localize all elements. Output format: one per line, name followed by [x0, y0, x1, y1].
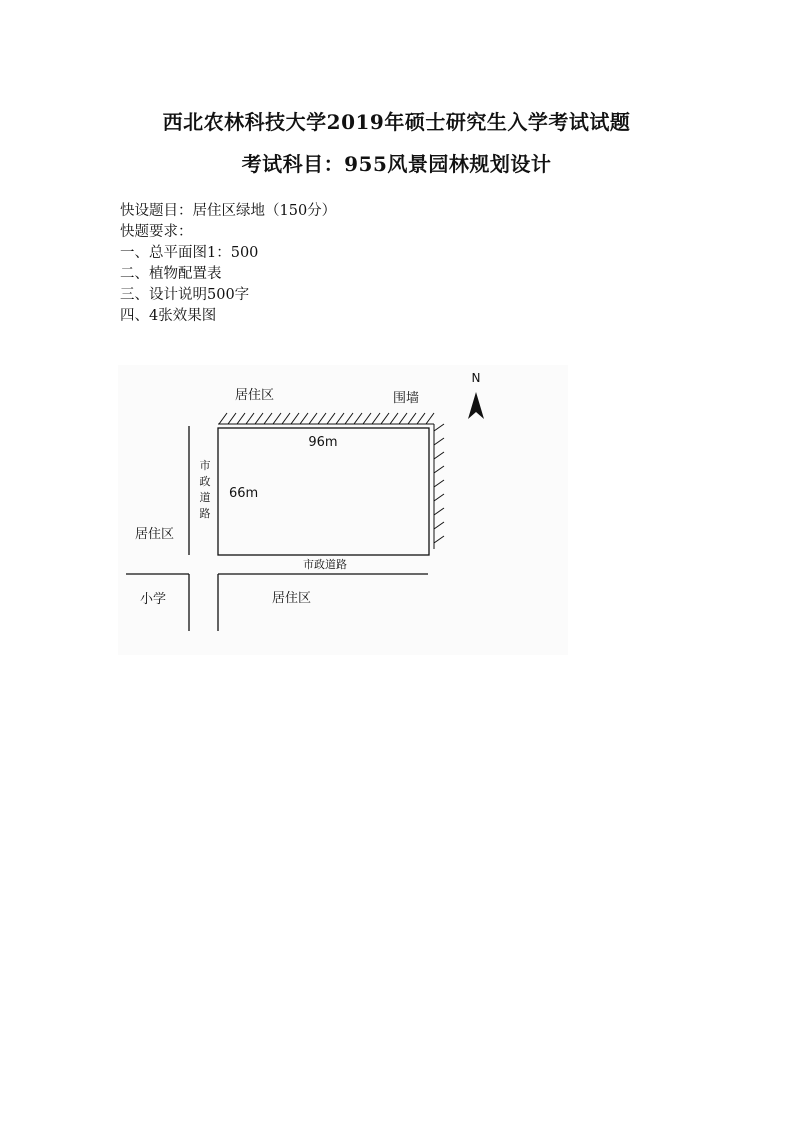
label-road-horizontal: 市政道路 [303, 558, 347, 571]
label-school: 小学 [140, 592, 167, 607]
requirements-block [120, 201, 336, 327]
north-label: N [471, 371, 481, 385]
design-topic: 快设题目：居住区绿地（150分） [120, 203, 337, 219]
label-residential-left: 居住区 [135, 527, 175, 542]
label-residential-top: 居住区 [235, 388, 275, 403]
svg-text:政: 政 [199, 475, 211, 488]
label-wall: 围墙 [393, 391, 420, 406]
svg-text:道: 道 [199, 491, 211, 504]
requirement-item: 三、设计说明500字 [120, 287, 250, 303]
requirement-item: 二、植物配置表 [120, 266, 222, 282]
requirement-item: 一、总平面图1：500 [120, 245, 259, 261]
label-height-66m: 66m [229, 486, 259, 501]
svg-text:市: 市 [199, 459, 211, 472]
label-width-96m: 96m [308, 435, 338, 450]
svg-text:路: 路 [199, 507, 211, 520]
requirement-item: 四、4张效果图 [120, 308, 217, 324]
exam-subject: 考试科目：955风景园林规划设计 [241, 152, 552, 176]
label-residential-bottom: 居住区 [272, 591, 312, 606]
site-plan-diagram [118, 365, 568, 655]
exam-title: 西北农林科技大学2019年硕士研究生入学考试试题 [162, 110, 631, 134]
requirements-heading: 快题要求： [120, 224, 193, 240]
